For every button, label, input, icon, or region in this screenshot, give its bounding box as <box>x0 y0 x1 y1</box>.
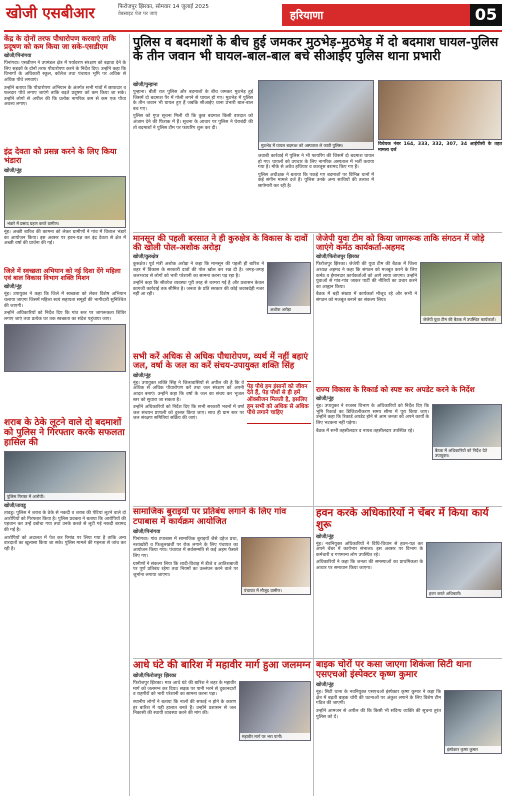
arora-portrait <box>267 262 311 314</box>
story-main-headline-block <box>133 35 502 75</box>
column-divider <box>313 234 314 796</box>
story-main-body-2 <box>258 154 374 190</box>
story-left-bhandara-para: नूंह। अच्छी बारिश की कामना को लेकर ग्रामीणों ने गांव में विशाल भंडारे का आयोजन किया। इस अवसर पर हवन-यज्ञ कर इंद्र देवता से क्षेत्र में अच्छी वर्षा की प्रार्थना की गई। <box>4 229 126 247</box>
story-bike-headline: बाइक चोरों पर कसा जाएगा शिकंजा सिटी थाना एसएचओ इंस्पेक्टर कृष्ण कुमार <box>316 660 472 681</box>
story-aadhe <box>133 660 311 796</box>
samajik-photo <box>241 537 311 595</box>
story-samajik-row <box>133 537 311 595</box>
story-left-mid-para: नूंह। उपायुक्त ने कहा कि जिले में स्वच्छता को लेकर विशेष अभियान चलाया जाएगा जिसमें महिला स्वयं सहायता समूहों की भागीदारी सुनिश्चित की जाएगी। <box>4 292 126 309</box>
story-main-body <box>133 90 253 131</box>
story-main-para: पुन्हाना। बीती रात पुलिस और बदमाशों के बीच जमकर मुठभेड़ हुई जिसमें दो बदमाश पैर में गोली लगने से घायल हो गए। मुठभेड़ में पुलिस के तीन जवान भी घायल हुए हैं जबकि सीआईए थाना प्रभारी बाल-बाल बच गए। <box>133 90 253 112</box>
havan-photo-caption: हवन करते अधिकारी। <box>427 590 501 597</box>
aadhe-photo <box>239 681 311 741</box>
story-aadhe-body <box>133 681 236 741</box>
sabhi-pull-quote: पेड़ पौधे हम इंसानों को जीवन देते हैं, पेड़ पौधों से ही हमें ऑक्सीजन मिलती है, इसलिए हम सभी को अधिक से अधिक पौधे लगाने चाहिए <box>247 381 311 424</box>
rajya-photo-caption: बैठक में अधिकारियों को निर्देश देते उपायुक्त। <box>433 447 501 459</box>
encounter-photo <box>258 80 374 150</box>
newspaper-logo: खोजी एसबीआर <box>6 4 95 22</box>
story-havan-para: अधिकारियों ने कहा कि जनता की समस्याओं का प्राथमिकता के आधार पर समाधान किया जाएगा। <box>316 560 423 571</box>
story-left-mid-headline: जिले में स्वच्छता अभियान को नई दिशा देंगे महिला एवं बाल विकास विभाग शक्ति मिशन <box>4 267 121 283</box>
masthead-rule <box>4 30 502 32</box>
story-main-col1 <box>133 80 253 230</box>
story-samajik-para: ग्रामीणों ने संकल्प लिया कि शादी-विवाह में डीजे व आतिशबाजी पर पूर्ण प्रतिबंध रहेगा तथा नियमों का उल्लंघन करने वाले पर जुर्माना लगाया जाएगा। <box>133 561 238 578</box>
story-main-contact-line: विधेयक नंबर 164, 333, 332, 307, 34 आईपीसी के तहत मामला दर्ज <box>378 142 502 153</box>
story-bike <box>316 660 502 796</box>
story-left-top-body <box>4 61 126 108</box>
page-number: 05 <box>470 4 502 26</box>
aadhe-photo-caption: महावीर मार्ग पर भरा पानी। <box>240 733 310 740</box>
story-janjai-para: बैठक में बड़ी संख्या में कार्यकर्ता मौजूद रहे और सभी ने संगठन को मजबूत बनाने का संकल्प लिया। <box>316 292 417 303</box>
story-janjai-row <box>316 262 502 324</box>
story-left-top-byline: खोजी/पिनांगवा <box>4 53 32 60</box>
left-bottom-photo-caption: पुलिस गिरफ्त में आरोपी। <box>5 493 125 500</box>
story-mansoon <box>133 234 311 352</box>
column-divider <box>129 34 130 796</box>
bike-sho-portrait-caption: इंस्पेक्टर कृष्ण कुमार <box>445 746 501 753</box>
story-left-bhandara-body <box>4 230 126 247</box>
story-samajik-headline: सामाजिक बुराइयों पर प्रतिबंध लगाने के लिए गांव टपाबास में कार्यक्रम आयोजित <box>133 507 287 527</box>
masthead <box>0 0 506 30</box>
story-rajya-row <box>316 404 502 460</box>
story-mansoon-row <box>133 262 311 314</box>
story-rajya-para: बैठक में सभी तहसीलदार व नायब तहसीलदार उपस्थित रहे। <box>316 428 414 434</box>
story-havan-para: नूंह। नवनियुक्त अधिकारियों ने विधि-विधान से हवन-यज्ञ कर अपने चेंबर में कार्यभार संभाला। इस अवसर पर विभाग के कर्मचारी व गणमान्य लोग उपस्थित रहे। <box>316 541 423 558</box>
story-sabhi-row <box>133 381 311 424</box>
story-bike-para: उन्होंने आमजन से अपील की कि किसी भी संदिग्ध व्यक्ति की सूचना तुरंत पुलिस को दें। <box>316 708 441 720</box>
story-left-bottom <box>4 418 126 796</box>
story-aadhe-para: स्थानीय लोगों ने बताया कि नालों की सफाई न होने के कारण हर बारिश में यही हालात बनते हैं। उन्होंने प्रशासन से जल निकासी की स्थायी व्यवस्था करने की मांग की। <box>133 699 236 717</box>
story-aadhe-byline: खोजी/फिरोजपुर झिरका <box>133 673 177 680</box>
story-mansoon-para: कुरुक्षेत्र। पूर्व मंत्री अशोक अरोड़ा ने कहा कि मानसून की पहली ही बारिश ने शहर में विकास के सरकारी दावों की पोल खोल कर रख दी है। जगह-जगह जलभराव से लोगों को भारी परेशानी का सामना करना पड़ रहा है। <box>133 262 264 279</box>
story-janjai <box>316 234 502 382</box>
janjai-photo <box>420 262 502 324</box>
story-havan-row <box>316 542 502 598</box>
row-divider <box>133 658 502 659</box>
date-line: फिरोजपुर झिरका, सोमवार 14 जुलाई 2025 <box>118 4 209 10</box>
story-mansoon-body <box>133 262 264 314</box>
story-janjai-headline: जेजेपी युवा टीम को किया जागरूक ताकि संगठन में जोड़े जाएंगे कर्मठ कार्यकर्ता-अहमद <box>316 233 485 253</box>
left-mid-photo <box>4 324 126 372</box>
story-havan <box>316 508 502 658</box>
story-left-mid-byline: खोजी/नूंह <box>4 284 22 291</box>
section-title: हरियाणा <box>282 4 470 26</box>
story-rajya-body <box>316 404 429 460</box>
story-bike-para: नूंह। सिटी थाना के नवनियुक्त एसएचओ इंस्पेक्टर कृष्ण कुमार ने कहा कि क्षेत्र में बढ़ती बाइक चोरी की घटनाओं पर अंकुश लगाने के लिए विशेष टीम गठित की जाएगी। <box>316 690 441 707</box>
story-left-bhandara-byline: खोजी/नूंह <box>4 167 22 174</box>
story-rajya-para: नूंह। उपायुक्त ने राजस्व विभाग के अधिकारियों को निर्देश दिए कि भूमि रिकार्ड का डिजिटलीकरण समय सीमा में पूरा किया जाए। उन्होंने कहा कि रिकार्ड अपडेट होने से आम जनता को अपने कार्यों के लिए भटकना नहीं पड़ेगा। <box>316 404 429 427</box>
edition-line: वेबसाइट पेज पर जाएं <box>118 11 158 17</box>
story-left-top <box>4 34 126 108</box>
rajya-photo <box>432 404 502 460</box>
story-samajik-body <box>133 537 238 595</box>
story-rajya <box>316 386 502 504</box>
bhandara-photo <box>4 176 126 228</box>
story-mansoon-headline: मानसून की पहली बरसात ने ही कुरुक्षेत्र के विकास के दावों की खोली पोल-अशोक अरोड़ा <box>133 233 308 253</box>
samajik-photo-caption: पंचायत में मौजूद ग्रामीण। <box>242 587 310 594</box>
arora-portrait-caption: अशोक अरोड़ा <box>268 306 310 313</box>
story-bike-body <box>316 690 441 754</box>
story-sabhi <box>133 352 311 504</box>
story-left-top-para: उन्होंने बताया कि पौधारोपण अभियान के अंतर्गत सभी गांवों में छायादार व फलदार पौधे लगाए जाएंगे ताकि बढ़ते प्रदूषण को कम किया जा सके। उन्होंने लोगों से अपील की कि प्रत्येक नागरिक कम से कम एक पौधा अवश्य लगाए। <box>4 85 126 108</box>
story-bike-row <box>316 690 502 754</box>
story-left-top-para: पिनांगवा। एसडीएम ने उपमंडल क्षेत्र में पर्यावरण संरक्षण को बढ़ावा देने के लिए सड़कों के दोनों तरफ पौधारोपण करने के निर्देश दिए। उन्होंने कहा कि विभागों के अधिकारी स्कूल, कॉलेज तथा पंचायत भूमि पर अधिक से अधिक पौधे लगवाएं। <box>4 61 126 83</box>
story-left-mid-body <box>4 292 126 322</box>
left-bottom-photo <box>4 451 126 501</box>
story-sabhi-para: उन्होंने अधिकारियों को निर्देश दिए कि सभी सरकारी भवनों में वर्षा जल संचयन प्रणाली को दुरुस्त किया जाए। साथ ही ग्राम स्तर पर जल संरक्षण समितियां सक्रिय की जाएं। <box>133 405 244 422</box>
row-divider <box>133 506 502 507</box>
story-sabhi-body <box>133 381 244 424</box>
story-left-bhandara <box>4 147 126 247</box>
story-main-headline: पुलिस व बदमाशों के बीच हुई जमकर मुठभेड़-मुठभेड़ में दो बदमाश घायल-पुलिस के तीन जवान भी घायल-बाल-बाल बचे सीआईए पुलिस थाना प्रभारी <box>133 34 499 63</box>
story-main-byline: खोजी/पुन्हाना <box>133 82 158 88</box>
story-left-bottom-para: आरोपियों को अदालत में पेश कर रिमांड पर लिया गया है ताकि अन्य वारदातों का खुलासा किया जा सके। पुलिस मामले की गहनता से जांच कर रही है। <box>4 535 126 552</box>
story-main-col2 <box>258 154 374 230</box>
story-mansoon-para: उन्होंने कहा कि सीवरेज व्यवस्था पूरी तरह से चरमरा गई है और प्रशासन केवल कागजी कार्रवाई तक सीमित है। जनता के प्रति सरकार की कोई जवाबदेही नजर नहीं आ रही। <box>133 281 264 298</box>
story-mansoon-byline: खोजी/कुरुक्षेत्र <box>133 254 159 261</box>
story-left-mid-para: उन्होंने अधिकारियों को निर्देश दिए कि गांव स्तर पर जागरूकता शिविर लगाए जाएं तथा प्रत्येक घर तक स्वच्छता का संदेश पहुंचाया जाए। <box>4 311 126 322</box>
story-sabhi-byline: खोजी/नूंह <box>133 372 151 379</box>
story-samajik <box>133 508 311 658</box>
encounter-photo-caption: मुठभेड़ में घायल बदमाश को अस्पताल ले जाती पुलिस। <box>259 142 373 149</box>
story-aadhe-para: फिरोजपुर झिरका। मात्र आधे घंटे की बारिश ने शहर के महावीर मार्ग को जलमग्न कर दिया। सड़क पर पानी भरने से दुकानदारों व राहगीरों को भारी परेशानी का सामना करना पड़ा। <box>133 681 236 698</box>
story-rajya-headline: राज्य विकास के रिकार्ड को स्पष्ट कर अपडेट करने के निर्देश <box>316 385 475 394</box>
story-left-bottom-body <box>4 511 126 552</box>
encounter-photo-2 <box>378 80 502 140</box>
row-divider <box>133 232 502 233</box>
janjai-photo-caption: जेजेपी युवा टीम की बैठक में उपस्थित कार्यकर्ता। <box>421 316 501 323</box>
story-bike-byline: खोजी/नूंह <box>316 682 334 689</box>
story-main-para: जवाबी कार्रवाई में पुलिस ने भी फायरिंग की जिसमें दो बदमाश घायल हो गए। घायलों को उपचार के लिए नागरिक अस्पताल में भर्ती कराया गया है। मौके से अवैध हथियार व कारतूस बरामद किए गए हैं। <box>258 154 374 171</box>
story-main-col3 <box>378 80 502 230</box>
story-left-top-headline: केंद्र के दोनों तरफ पौधारोपण करवाएं ताकि प्रदूषण को कम किया जा सके-एसडीएम <box>4 34 116 52</box>
story-samajik-para: पिनांगवा। गांव टपाबास में सामाजिक बुराइयों जैसे दहेज प्रथा, नशाखोरी व फिजूलखर्ची पर रोक लगाने के लिए पंचायत का आयोजन किया गया। पंचायत में सर्वसम्मति से कई अहम फैसले लिए गए। <box>133 537 238 560</box>
story-janjai-para: फिरोजपुर झिरका। जेजेपी की युवा टीम की बैठक में जिला अध्यक्ष अहमद ने कहा कि संगठन को मजबूत करने के लिए कर्मठ व ईमानदार कार्यकर्ताओं को आगे लाया जाएगा। उन्होंने युवाओं से गांव-गांव जाकर पार्टी की नीतियों का प्रचार करने का आह्वान किया। <box>316 262 417 290</box>
story-samajik-byline: खोजी/पिनांगवा <box>133 529 161 536</box>
story-left-bottom-headline: शराब के ठेके लूटने वाले दो बदमाशों को पुलिस ने गिरफ्तार करके सफलता हासिल की <box>4 418 125 449</box>
story-aadhe-row <box>133 681 311 741</box>
story-sabhi-headline: सभी करें अधिक से अधिक पौधारोपण, व्यर्थ में नहीं बहाएं जल, वर्षा के जल का करें संचय-उपायुक्त शक्ति सिंह <box>133 351 308 371</box>
story-main-para: पुलिस को गुप्त सूचना मिली थी कि कुछ बदमाश किसी वारदात को अंजाम देने की फिराक में हैं। सूचना के आधार पर पुलिस ने घेराबंदी की तो बदमाशों ने पुलिस टीम पर फायरिंग शुरू कर दी। <box>133 114 253 131</box>
dateline <box>118 4 209 18</box>
havan-photo <box>426 542 502 598</box>
story-left-bottom-para: तावडू। पुलिस ने शराब के ठेके से नकदी व शराब की पेटियां लूटने वाले दो आरोपियों को गिरफ्तार किया है। पुलिस प्रवक्ता ने बताया कि आरोपियों की पहचान कर उन्हें दबोचा गया तथा उनके कब्जे से लूटी गई नकदी बरामद की गई है। <box>4 511 126 534</box>
story-sabhi-para: नूंह। उपायुक्त शक्ति सिंह ने जिलावासियों से अपील की है कि वे अधिक से अधिक पौधारोपण करें तथा जल संरक्षण को अपनी आदत बनाएं। उन्होंने कहा कि वर्षा के जल का संचय कर भूजल स्तर को सुधारा जा सकता है। <box>133 380 244 403</box>
story-left-bhandara-headline: इंद्र देवता को प्रसन्न करने के लिए किया भंडारा <box>4 147 117 165</box>
story-left-bottom-byline: खोजी/तावडू <box>4 503 26 510</box>
story-left-mid <box>4 268 126 398</box>
story-havan-byline: खोजी/नूंह <box>316 533 334 540</box>
story-havan-body <box>316 542 423 598</box>
story-havan-headline: हवन करके अधिकारियों ने चेंबर में किया कार्य शुरू <box>316 507 489 531</box>
bhandara-photo-caption: भंडारे में प्रसाद ग्रहण करते ग्रामीण। <box>5 220 125 227</box>
story-rajya-byline: खोजी/नूंह <box>316 396 334 403</box>
story-main-para: पुलिस अधीक्षक ने बताया कि पकड़े गए बदमाशों पर विभिन्न थानों में कई संगीन मामले दर्ज हैं। पुलिस उनके अन्य साथियों की तलाश में छापेमारी कर रही है। <box>258 172 374 189</box>
story-janjai-body <box>316 262 417 324</box>
bike-sho-portrait <box>444 690 502 754</box>
story-aadhe-headline: आधे घंटे की बारिश में महावीर मार्ग हुआ जलमग्न <box>133 660 311 671</box>
story-janjai-byline: खोजी/फिरोजपुर झिरका <box>316 254 360 261</box>
